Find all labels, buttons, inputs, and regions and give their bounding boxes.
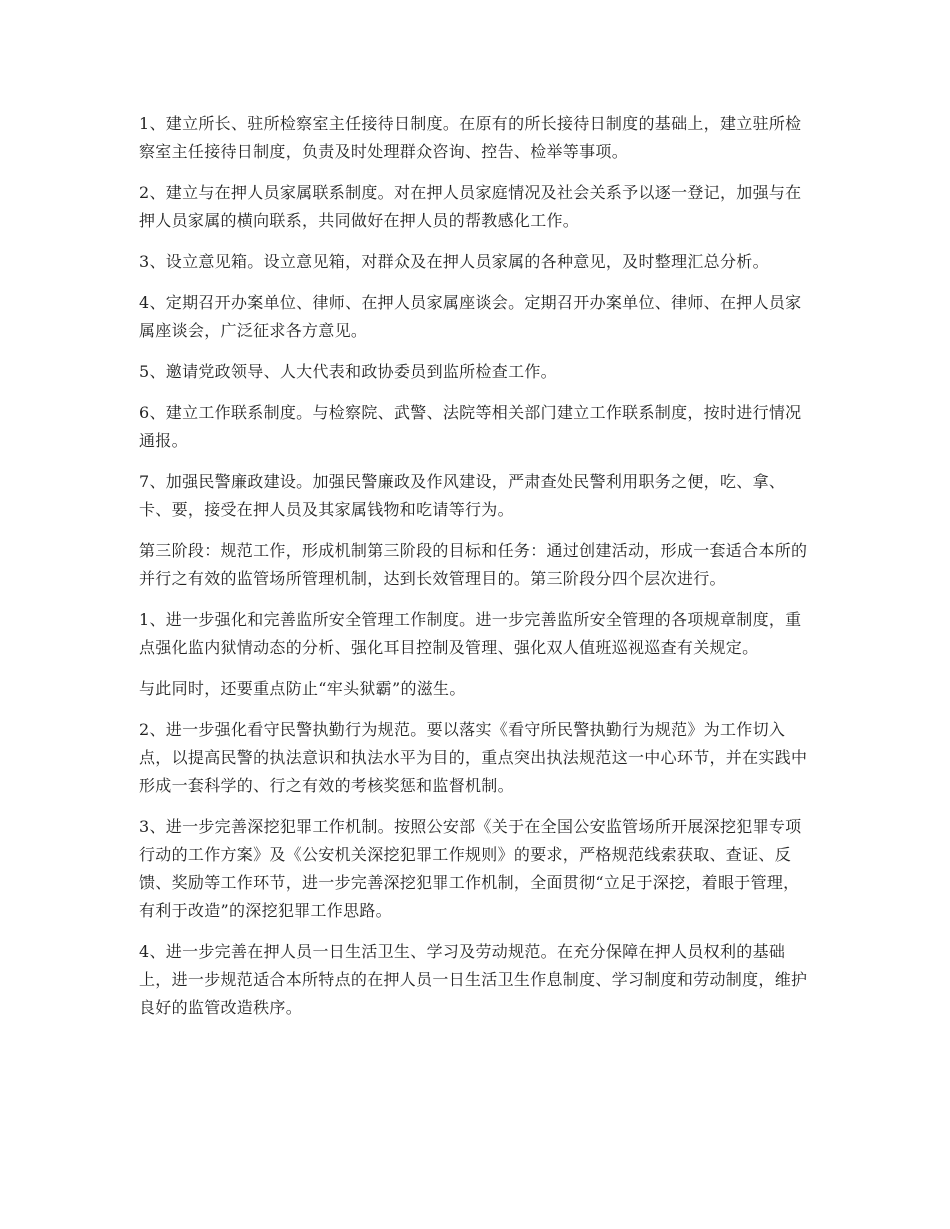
paragraph-1: 1、建立所长、驻所检察室主任接待日制度。在原有的所长接待日制度的基础上，建立驻所检察室主任接待日制度，负责及时处理群众咨询、控告、检举等事项。 (139, 114, 802, 161)
paragraph-6: 6、建立工作联系制度。与检察院、武警、法院等相关部门建立工作联系制度，按时进行情况通报。 (139, 403, 802, 450)
document-body (139, 110, 811, 1035)
paragraph-stage3-item-2: 2、进一步强化看守民警执勤行为规范。要以落实《看守所民警执勤行为规范》为工作切入点，以提高民警的执法意识和执法水平为目的，重点突出执法规范这一中心环节，并在实践中形成一套科学的、行之有效的考核奖惩和监督机制。 (139, 720, 808, 795)
paragraph-stage3-note: 与此同时，还要重点防止“牢头狱霸”的滋生。 (139, 679, 466, 698)
paragraph-4: 4、定期召开办案单位、律师、在押人员家属座谈会。定期召开办案单位、律师、在押人员家属座谈会，广泛征求各方意见。 (139, 293, 802, 340)
paragraph-stage-three: 第三阶段：规范工作，形成机制第三阶段的目标和任务：通过创建活动，形成一套适合本所的并行之有效的监管场所管理机制，达到长效管理目的。第三阶段分四个层次进行。 (139, 541, 808, 588)
paragraph-3: 3、设立意见箱。设立意见箱，对群众及在押人员家属的各种意见，及时整理汇总分析。 (139, 252, 769, 271)
paragraph-2: 2、建立与在押人员家属联系制度。对在押人员家庭情况及社会关系予以逐一登记，加强与在押人员家属的横向联系，共同做好在押人员的帮教感化工作。 (139, 183, 802, 230)
paragraph-5: 5、邀请党政领导、人大代表和政协委员到监所检查工作。 (139, 362, 557, 381)
paragraph-stage3-item-1: 1、进一步强化和完善监所安全管理工作制度。进一步完善监所安全管理的各项规章制度，重点强化监内狱情动态的分析、强化耳目控制及管理、强化双人值班巡视巡查有关规定。 (139, 610, 802, 657)
paragraph-stage3-item-4: 4、进一步完善在押人员一日生活卫生、学习及劳动规范。在充分保障在押人员权利的基础上，进一步规范适合本所特点的在押人员一日生活卫生作息制度、学习制度和劳动制度，维护良好的监管改造秩序。 (139, 942, 808, 1017)
paragraph-7: 7、加强民警廉政建设。加强民警廉政及作风建设，严肃查处民警利用职务之便，吃、拿、卡、要，接受在押人员及其家属钱物和吃请等行为。 (139, 472, 786, 519)
paragraph-stage3-item-3: 3、进一步完善深挖犯罪工作机制。按照公安部《关于在全国公安监管场所开展深挖犯罪专项行动的工作方案》及《公安机关深挖犯罪工作规则》的要求，严格规范线索获取、查证、反馈、奖励等工作环节，进一步完善深挖犯罪工作机制，全面贯彻“立足于深挖，着眼于管理，有利于改造”的深挖犯罪工作思路。 (139, 817, 802, 920)
